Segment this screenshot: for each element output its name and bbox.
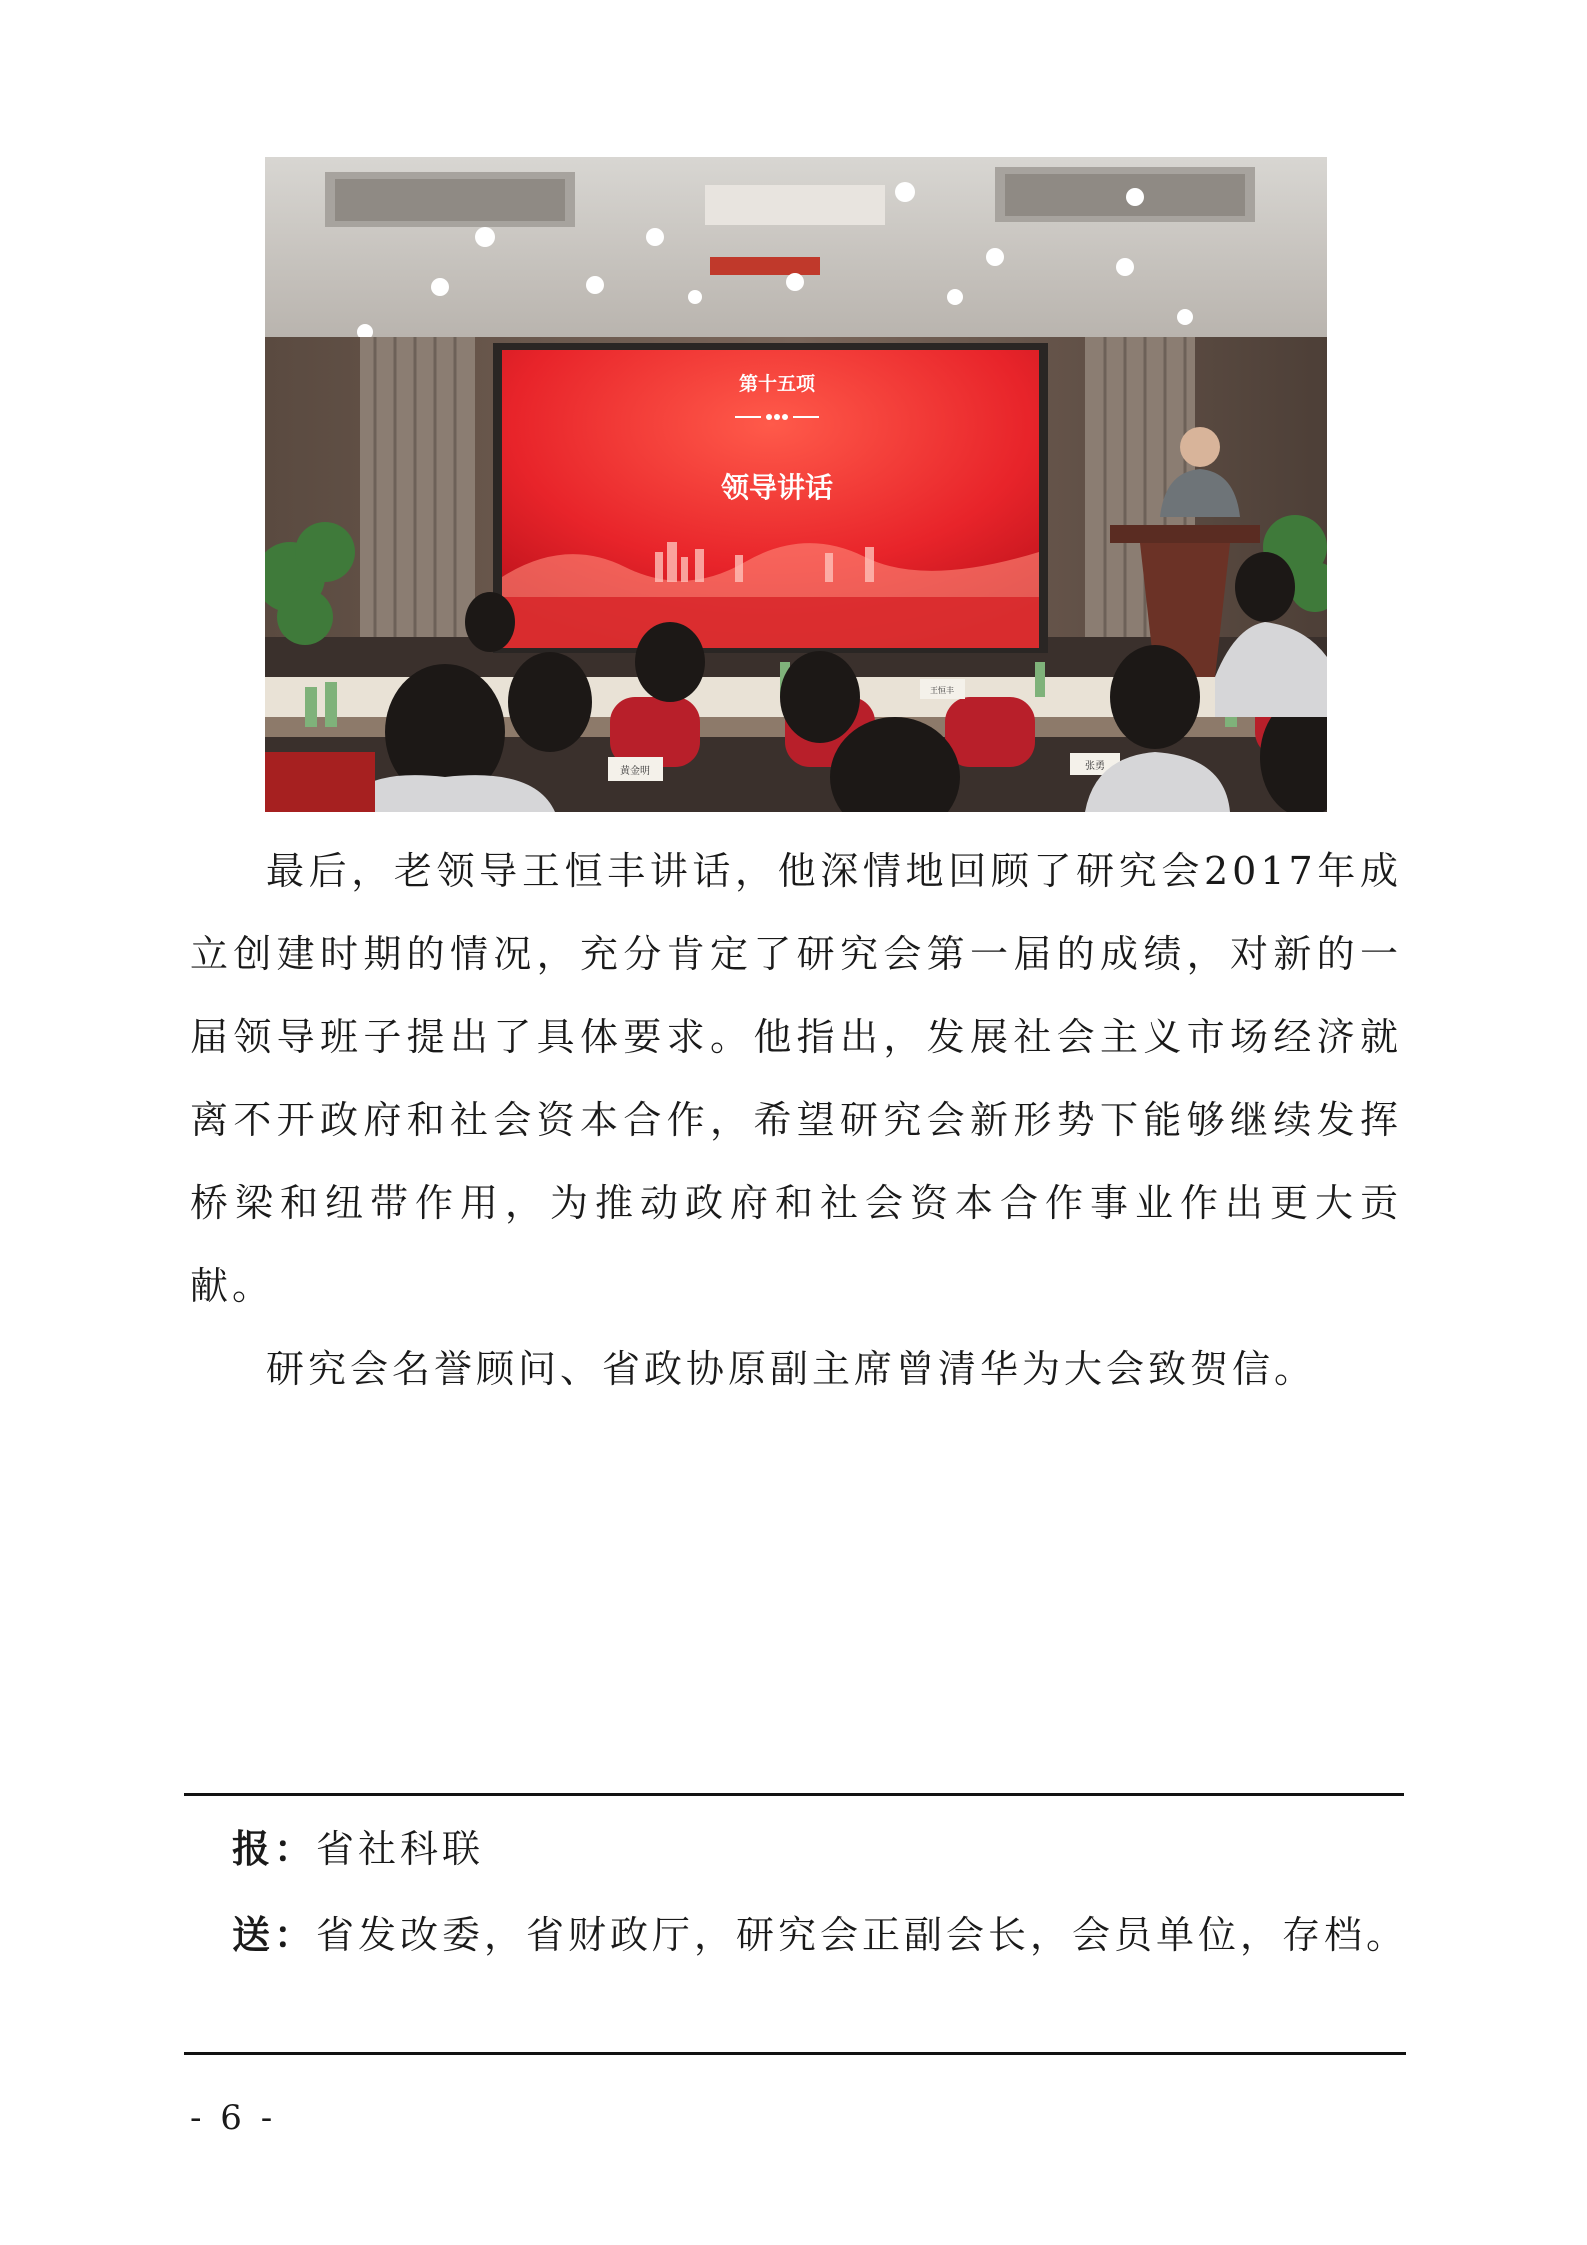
screen-heading: 第十五项 bbox=[738, 373, 816, 395]
name-card-3: 张勇 bbox=[1085, 761, 1105, 772]
report-value: 省社科联 bbox=[316, 1827, 485, 1871]
divider-bottom bbox=[184, 2052, 1406, 2055]
screen-title: 领导讲话 bbox=[720, 471, 834, 504]
paragraph-speech: 最后，老领导王恒丰讲话，他深情地回顾了研究会2017年成立创建时期的情况，充分肯定了研究会第一届的成绩，对新的一届领导班子提出了具体要求。他指出，发展社会主义市场经济就离不开政府和社会资本合作，希望研究会新形势下能够继续发挥桥梁和纽带作用，为推动政府和社会资本合作事业作出更大贡献。 bbox=[190, 849, 1402, 1308]
name-card-2: 王恒丰 bbox=[930, 686, 954, 695]
name-card-1: 黄金明 bbox=[620, 766, 650, 777]
paragraph-congratulations: 研究会名誉顾问、省政协原副主席曾清华为大会致贺信。 bbox=[266, 1347, 1317, 1391]
body-text bbox=[190, 830, 1402, 1411]
page-number: - 6 - bbox=[190, 2098, 277, 2138]
send-line bbox=[232, 1904, 1408, 1959]
report-label: 报： bbox=[232, 1827, 317, 1871]
send-label: 送： bbox=[232, 1913, 317, 1957]
send-value: 省发改委，省财政厅，研究会正副会长，会员单位，存档。 bbox=[316, 1913, 1409, 1957]
meeting-photo bbox=[265, 157, 1327, 812]
divider-top bbox=[184, 1793, 1404, 1796]
report-line bbox=[232, 1818, 484, 1873]
